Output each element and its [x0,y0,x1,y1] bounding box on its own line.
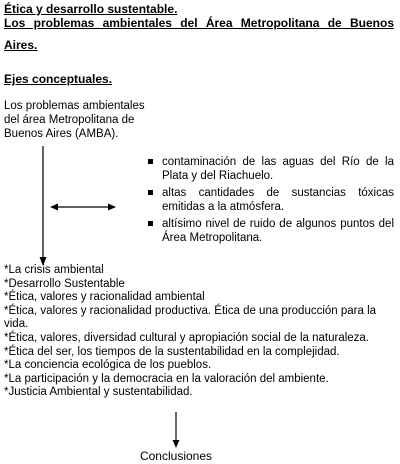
concept-item: *Ética, valores, diversidad cultural y apropiación social de la naturaleza. [4,331,370,344]
concept-item: *La conciencia ecológica de los pueblos. [4,359,212,372]
concepts-list [4,264,396,400]
concept-item: *Ética del ser, los tiempos de la sustentabilidad en la complejidad. [4,345,340,358]
intro-line: del área Metropolitana de [4,114,135,126]
document-title-line-3: Aires. [4,38,38,52]
section-heading: Ejes conceptuales. [4,72,113,86]
concept-item: *Desarrollo Sustentable [4,277,125,290]
document-title-line-1: Ética y desarrollo sustentable. [4,2,178,16]
bullet-text: altas cantidades de sustancias tóxicas emitidas a la atmósfera. [162,187,394,213]
bullet-text: altísimo nivel de ruido de algunos puntos del Área Metropolitana. [162,218,394,244]
concept-item: *La participación y la democracia en la valoración del ambiente. [4,372,329,385]
conclusions-label: Conclusiones [139,449,213,463]
concept-item: *Ética, valores y racionalidad productiva. Ética de una producción para la vida. [4,304,377,331]
concept-item: *Ética, valores y racionalidad ambiental [4,291,205,304]
arrowhead-down-icon [173,440,180,448]
document-title-line-2: Los problemas ambientales del Área Metropolitana de Buenos [4,16,394,30]
intro-line: Buenos Aires (AMBA). [4,128,119,140]
bullet-text: contaminación de las aguas del Río de la Plata y del Riachuelo. [162,156,394,182]
concept-item: *La crisis ambiental [4,264,104,276]
arrowhead-left-icon [50,204,58,211]
intro-line: Los problemas ambientales [4,100,145,112]
concept-item: *Justicia Ambiental y sustentabilidad. [4,386,193,399]
arrowhead-right-icon [108,204,116,211]
